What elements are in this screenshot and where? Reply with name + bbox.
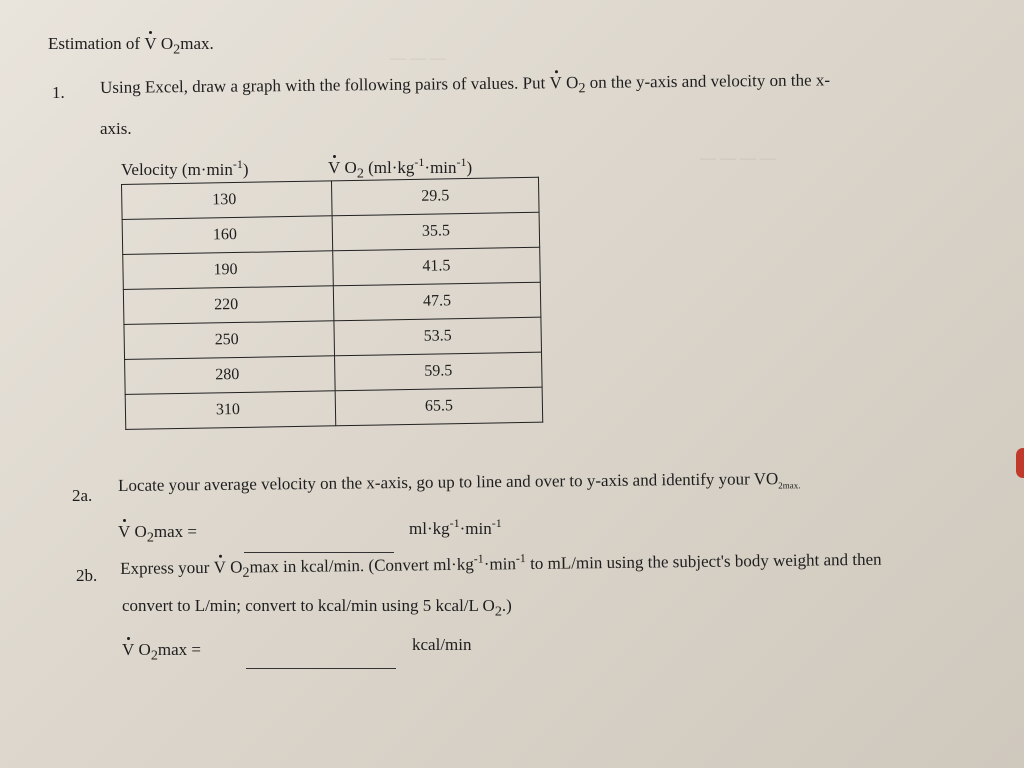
question-1-text-cont: axis. — [100, 119, 132, 138]
question-2b-number: 2b. — [76, 566, 98, 585]
vo2max-answer-label: V $O_2\max$ = — [118, 522, 197, 546]
vo2max-unit: $ml\cdot kg^{-1}\cdot\min^{-1}$ — [409, 516, 502, 538]
vo2-cell: 65.5 — [335, 387, 543, 426]
vo2-cell: 29.5 — [331, 177, 539, 216]
vo2max-kcal-answer-blank[interactable] — [246, 654, 396, 674]
question-1-number: 1. — [52, 83, 65, 102]
vo2-column-header: V $O_2$ $(ml\cdot kg^{-1}\cdot\min^{-1})$ — [328, 155, 473, 182]
kcal-unit: kcal/min — [412, 635, 472, 654]
question-2a-number: 2a. — [72, 486, 93, 505]
velocity-cell: 310 — [125, 391, 336, 430]
page-title: Estimation of V $O_2\max$. — [48, 34, 214, 58]
show-through-text: — — — — [390, 50, 446, 67]
velocity-cell: 160 — [122, 216, 333, 255]
data-table — [121, 177, 543, 430]
red-page-marker — [1016, 448, 1024, 478]
velocity-column-header: Velocity $(m\cdot\min^{-1})$ — [121, 157, 249, 179]
question-2b-text: Express your V $O_2\max$ in kcal/min. (Convert $ml\cdot kg^{-1}\cdot\min^{-1}$ to mL/min using the subject's body weight and then — [120, 549, 882, 581]
velocity-cell: 280 — [125, 356, 336, 395]
table-row — [125, 387, 543, 429]
show-through-text: — — — — — [700, 150, 776, 167]
vo2-cell: 47.5 — [333, 282, 541, 321]
question-2a-text: Locate your average velocity on the x-axis, go up to line and over to y-axis and identify your $VO_{2max.}$ — [118, 469, 801, 495]
question-1-text: Using Excel, draw a graph with the following pairs of values. Put V $O_2$ on the y-axis and velocity on the x- — [100, 70, 831, 97]
velocity-cell: 190 — [123, 251, 334, 290]
vo2-cell: 53.5 — [334, 317, 542, 356]
vo2-cell: 59.5 — [335, 352, 543, 391]
velocity-cell: 220 — [123, 286, 334, 325]
velocity-cell: 130 — [122, 181, 333, 220]
vo2-cell: 41.5 — [333, 247, 541, 286]
vo2-cell: 35.5 — [332, 212, 540, 251]
vo2max-kcal-answer-label: V $O_2\max$ = — [122, 640, 201, 664]
question-2b-text-cont: convert to L/min; convert to kcal/min using 5 kcal/L $O_2$.) — [122, 596, 512, 620]
velocity-cell: 250 — [124, 321, 335, 360]
